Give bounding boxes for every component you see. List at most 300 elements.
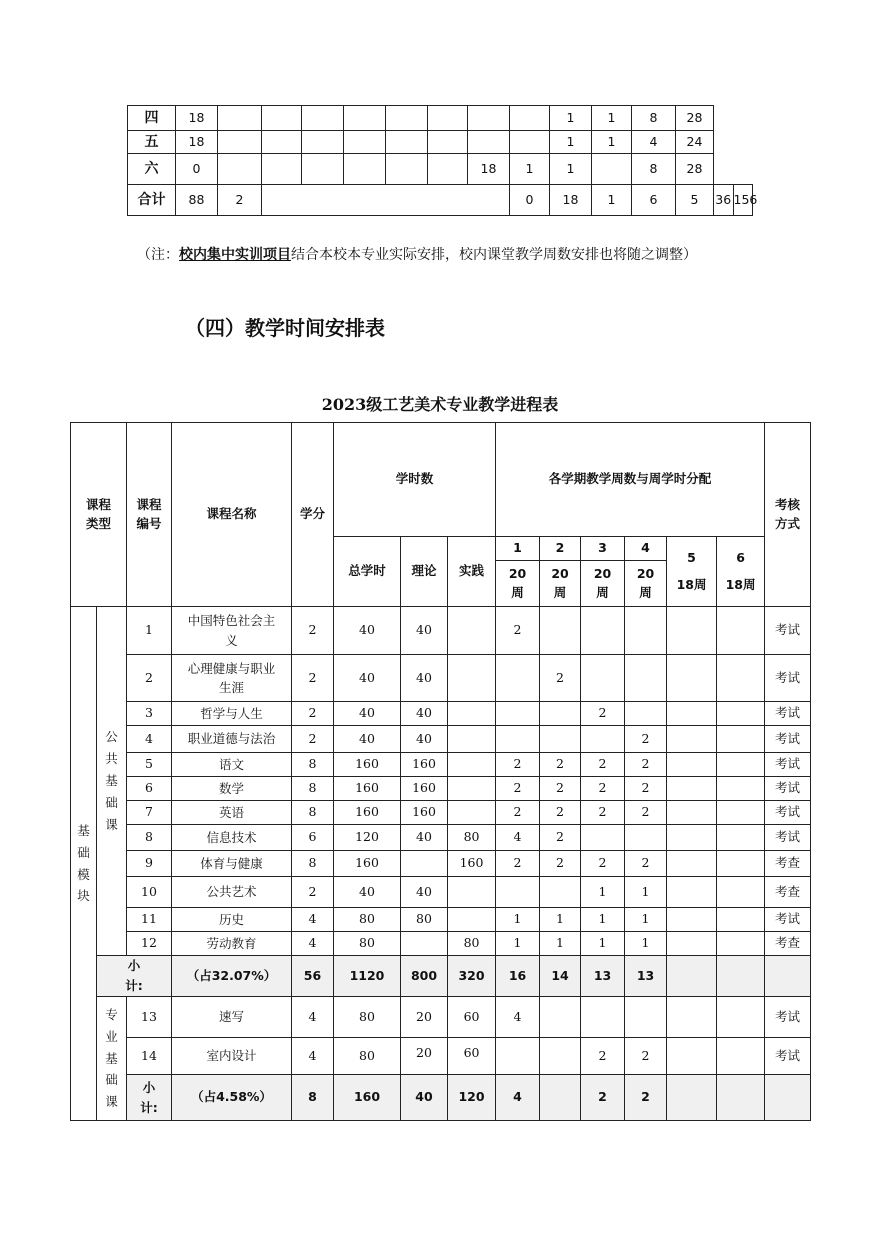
header-total-hours: 总学时 bbox=[334, 537, 401, 607]
course-name bbox=[172, 997, 292, 1038]
course-name bbox=[172, 726, 292, 753]
subtotal-exam bbox=[765, 1075, 811, 1121]
course-s1: 4 bbox=[496, 825, 540, 851]
course-s1 bbox=[496, 1038, 540, 1075]
course-s2 bbox=[540, 607, 581, 655]
semester-weeks: 20周 bbox=[581, 561, 625, 607]
summary-row bbox=[128, 106, 753, 131]
subtotal-total: 160 bbox=[334, 1075, 401, 1121]
course-name bbox=[172, 825, 292, 851]
course-exam: 考试 bbox=[765, 1038, 811, 1075]
course-s5 bbox=[667, 702, 717, 726]
course-practice bbox=[448, 753, 496, 777]
cell: 1 bbox=[550, 106, 592, 131]
course-practice bbox=[448, 877, 496, 908]
course-number: 14 bbox=[127, 1038, 172, 1075]
course-theory: 40 bbox=[401, 726, 448, 753]
course-s3: 2 bbox=[581, 801, 625, 825]
course-s5 bbox=[667, 997, 717, 1038]
course-theory bbox=[401, 932, 448, 956]
course-total: 80 bbox=[334, 932, 401, 956]
course-s2: 2 bbox=[540, 655, 581, 702]
cell: 156 bbox=[733, 185, 753, 216]
module-label-text: 基础模块 bbox=[77, 822, 90, 904]
course-exam: 考试 bbox=[765, 753, 811, 777]
schedule-note bbox=[137, 244, 697, 264]
course-s4 bbox=[625, 607, 667, 655]
note-prefix: （注： bbox=[137, 247, 179, 263]
course-s6 bbox=[717, 851, 765, 877]
course-row bbox=[71, 607, 811, 655]
course-s5 bbox=[667, 932, 717, 956]
course-s2: 1 bbox=[540, 908, 581, 932]
course-name bbox=[172, 851, 292, 877]
subtotal-practice: 320 bbox=[448, 956, 496, 997]
course-row bbox=[71, 908, 811, 932]
section-title: （四）教学时间安排表 bbox=[185, 316, 385, 340]
course-name bbox=[172, 777, 292, 801]
course-s5 bbox=[667, 607, 717, 655]
subtotal-credit: 56 bbox=[292, 956, 334, 997]
cell: 5 bbox=[676, 185, 714, 216]
course-total: 80 bbox=[334, 1038, 401, 1075]
cell bbox=[262, 106, 302, 131]
course-name-text: 信息技术 bbox=[206, 829, 257, 845]
course-name-text: 公共艺术 bbox=[206, 884, 257, 900]
cell: 1 bbox=[510, 154, 550, 185]
course-s2: 2 bbox=[540, 851, 581, 877]
subtotal-percentage: （占4.58%） bbox=[172, 1075, 292, 1121]
subtotal-label-text: 小计: bbox=[140, 1079, 158, 1115]
subtotal-label bbox=[127, 1075, 172, 1121]
course-practice: 160 bbox=[448, 851, 496, 877]
course-total: 160 bbox=[334, 777, 401, 801]
course-s6 bbox=[717, 726, 765, 753]
semester-weeks: 5 18周 bbox=[667, 537, 717, 607]
course-row bbox=[71, 851, 811, 877]
header-course-name: 课程名称 bbox=[172, 423, 292, 607]
course-row bbox=[71, 1038, 811, 1075]
header-exam-method: 考核方式 bbox=[765, 423, 811, 607]
course-exam: 考试 bbox=[765, 655, 811, 702]
course-s1: 2 bbox=[496, 801, 540, 825]
cell bbox=[468, 106, 510, 131]
course-credit: 4 bbox=[292, 908, 334, 932]
course-name-text: 速写 bbox=[218, 1009, 244, 1025]
course-number: 4 bbox=[127, 726, 172, 753]
note-text: 结合本校本专业实际安排，校内课堂教学周数安排也将随之调整） bbox=[291, 247, 697, 263]
course-row bbox=[71, 702, 811, 726]
cell bbox=[344, 154, 386, 185]
course-name bbox=[172, 607, 292, 655]
course-s5 bbox=[667, 825, 717, 851]
subtotal-s2: 14 bbox=[540, 956, 581, 997]
course-row bbox=[71, 825, 811, 851]
course-name-text: 劳动教育 bbox=[206, 935, 257, 951]
course-s4 bbox=[625, 702, 667, 726]
course-number: 10 bbox=[127, 877, 172, 908]
header-course-no: 课程编号 bbox=[127, 423, 172, 607]
cell: 18 bbox=[176, 131, 218, 154]
course-s5 bbox=[667, 726, 717, 753]
semester-weeks: 20周 bbox=[625, 561, 667, 607]
course-name-text: 英语 bbox=[218, 804, 244, 820]
course-s4 bbox=[625, 655, 667, 702]
group-label bbox=[97, 607, 127, 956]
note-underlined-term: 校内集中实训项目 bbox=[179, 247, 291, 263]
cell bbox=[386, 106, 428, 131]
course-practice bbox=[448, 702, 496, 726]
course-s5 bbox=[667, 851, 717, 877]
subtotal-s5 bbox=[667, 956, 717, 997]
course-exam: 考查 bbox=[765, 877, 811, 908]
semester-number: 2 bbox=[540, 537, 581, 561]
course-s3: 2 bbox=[581, 851, 625, 877]
cell: 6 bbox=[632, 185, 676, 216]
course-exam: 考试 bbox=[765, 607, 811, 655]
header-course-type: 课程类型 bbox=[71, 423, 127, 607]
course-name-text: 语文 bbox=[218, 756, 244, 772]
subtotal-total: 1120 bbox=[334, 956, 401, 997]
course-credit: 2 bbox=[292, 702, 334, 726]
course-s3 bbox=[581, 726, 625, 753]
cell bbox=[386, 131, 428, 154]
course-s3: 1 bbox=[581, 932, 625, 956]
cell: 28 bbox=[676, 154, 714, 185]
cell: 28 bbox=[676, 106, 714, 131]
semester-number: 3 bbox=[581, 537, 625, 561]
course-name bbox=[172, 702, 292, 726]
course-row bbox=[71, 777, 811, 801]
course-s4: 2 bbox=[625, 801, 667, 825]
cell: 18 bbox=[468, 154, 510, 185]
semester-number: 1 bbox=[496, 537, 540, 561]
course-credit: 4 bbox=[292, 1038, 334, 1075]
semester-number: 4 bbox=[625, 537, 667, 561]
course-exam: 考试 bbox=[765, 908, 811, 932]
subtotal-s4: 13 bbox=[625, 956, 667, 997]
course-total: 160 bbox=[334, 753, 401, 777]
course-theory: 40 bbox=[401, 607, 448, 655]
course-name-text: 中国特色社会主义 bbox=[187, 613, 276, 648]
cell: 1 bbox=[592, 106, 632, 131]
course-s4: 2 bbox=[625, 753, 667, 777]
summary-row bbox=[128, 185, 753, 216]
cell bbox=[344, 106, 386, 131]
course-s2 bbox=[540, 726, 581, 753]
course-s1 bbox=[496, 877, 540, 908]
course-s6 bbox=[717, 908, 765, 932]
course-exam: 考试 bbox=[765, 801, 811, 825]
subtotal-s4: 2 bbox=[625, 1075, 667, 1121]
course-s5 bbox=[667, 753, 717, 777]
course-number: 6 bbox=[127, 777, 172, 801]
course-s6 bbox=[717, 825, 765, 851]
subtotal-row bbox=[71, 1075, 811, 1121]
course-theory: 160 bbox=[401, 801, 448, 825]
course-s6 bbox=[717, 777, 765, 801]
course-number: 12 bbox=[127, 932, 172, 956]
course-s1: 2 bbox=[496, 851, 540, 877]
row-label: 合计 bbox=[128, 185, 176, 216]
course-total: 40 bbox=[334, 726, 401, 753]
course-s4: 2 bbox=[625, 777, 667, 801]
course-practice bbox=[448, 908, 496, 932]
course-s3: 2 bbox=[581, 777, 625, 801]
cell: 8 bbox=[632, 154, 676, 185]
course-total: 40 bbox=[334, 877, 401, 908]
teaching-progress-table bbox=[70, 422, 811, 1121]
course-name-text: 数学 bbox=[218, 780, 244, 796]
course-s1: 2 bbox=[496, 753, 540, 777]
group-label-text: 专业基础课 bbox=[105, 1006, 118, 1110]
summary-row bbox=[128, 131, 753, 154]
course-row bbox=[71, 753, 811, 777]
subtotal-theory: 40 bbox=[401, 1075, 448, 1121]
course-s1 bbox=[496, 655, 540, 702]
course-theory bbox=[401, 851, 448, 877]
row-label: 六 bbox=[128, 154, 176, 185]
subtotal-s6 bbox=[717, 956, 765, 997]
cell bbox=[218, 154, 262, 185]
course-s1: 2 bbox=[496, 777, 540, 801]
course-number: 9 bbox=[127, 851, 172, 877]
course-s5 bbox=[667, 655, 717, 702]
cell: 0 bbox=[510, 185, 550, 216]
course-s3: 2 bbox=[581, 702, 625, 726]
course-practice: 80 bbox=[448, 825, 496, 851]
course-s3 bbox=[581, 655, 625, 702]
course-s2: 2 bbox=[540, 801, 581, 825]
course-s2: 1 bbox=[540, 932, 581, 956]
course-name-text: 体育与健康 bbox=[200, 855, 263, 871]
row-label: 四 bbox=[128, 106, 176, 131]
course-s3: 2 bbox=[581, 753, 625, 777]
cell bbox=[302, 131, 344, 154]
header-practice: 实践 bbox=[448, 537, 496, 607]
course-s6 bbox=[717, 607, 765, 655]
course-practice: 60 bbox=[448, 997, 496, 1038]
cell: 1 bbox=[592, 131, 632, 154]
cell: 0 bbox=[176, 154, 218, 185]
course-practice bbox=[448, 655, 496, 702]
course-exam: 考试 bbox=[765, 702, 811, 726]
course-practice bbox=[448, 801, 496, 825]
course-practice bbox=[448, 777, 496, 801]
course-s4: 2 bbox=[625, 726, 667, 753]
course-credit: 8 bbox=[292, 753, 334, 777]
course-s6 bbox=[717, 1038, 765, 1075]
course-name-text: 职业道德与法治 bbox=[187, 731, 276, 747]
cell bbox=[510, 106, 550, 131]
cell bbox=[218, 131, 262, 154]
subtotal-s6 bbox=[717, 1075, 765, 1121]
group-label-text: 公共基础课 bbox=[105, 729, 118, 832]
cell bbox=[302, 154, 344, 185]
course-row bbox=[71, 655, 811, 702]
header-credits: 学分 bbox=[292, 423, 334, 607]
subtotal-s1: 16 bbox=[496, 956, 540, 997]
course-s3 bbox=[581, 997, 625, 1038]
course-theory: 40 bbox=[401, 877, 448, 908]
course-exam: 考试 bbox=[765, 997, 811, 1038]
course-theory: 40 bbox=[401, 825, 448, 851]
header-hours: 学时数 bbox=[334, 423, 496, 537]
course-credit: 2 bbox=[292, 726, 334, 753]
course-s3: 1 bbox=[581, 877, 625, 908]
course-row bbox=[71, 877, 811, 908]
course-s2: 2 bbox=[540, 825, 581, 851]
weeks-summary-table bbox=[127, 105, 758, 216]
cell bbox=[262, 154, 302, 185]
subtotal-label-text: 小计: bbox=[125, 958, 143, 993]
course-s2 bbox=[540, 877, 581, 908]
course-number: 2 bbox=[127, 655, 172, 702]
cell: 18 bbox=[176, 106, 218, 131]
course-number: 7 bbox=[127, 801, 172, 825]
subtotal-credit: 8 bbox=[292, 1075, 334, 1121]
cell bbox=[262, 185, 510, 216]
cell bbox=[262, 131, 302, 154]
header-semester-distribution: 各学期教学周数与周学时分配 bbox=[496, 423, 765, 537]
course-s4: 1 bbox=[625, 932, 667, 956]
cell: 36 bbox=[714, 185, 734, 216]
course-theory: 160 bbox=[401, 753, 448, 777]
course-s4 bbox=[625, 997, 667, 1038]
course-practice: 80 bbox=[448, 932, 496, 956]
course-number: 13 bbox=[127, 997, 172, 1038]
summary-row bbox=[128, 154, 753, 185]
cell bbox=[302, 106, 344, 131]
course-total: 40 bbox=[334, 607, 401, 655]
course-credit: 8 bbox=[292, 801, 334, 825]
module-label bbox=[71, 607, 97, 1121]
subtotal-s3: 2 bbox=[581, 1075, 625, 1121]
course-name bbox=[172, 1038, 292, 1075]
course-name bbox=[172, 753, 292, 777]
semester-weeks: 20周 bbox=[496, 561, 540, 607]
subtotal-practice: 120 bbox=[448, 1075, 496, 1121]
course-s6 bbox=[717, 702, 765, 726]
course-exam: 考试 bbox=[765, 726, 811, 753]
course-s6 bbox=[717, 655, 765, 702]
cell bbox=[428, 131, 468, 154]
course-s4: 1 bbox=[625, 877, 667, 908]
course-s6 bbox=[717, 997, 765, 1038]
subtotal-s1: 4 bbox=[496, 1075, 540, 1121]
course-s3 bbox=[581, 607, 625, 655]
course-row bbox=[71, 801, 811, 825]
course-s3: 2 bbox=[581, 1038, 625, 1075]
course-s5 bbox=[667, 801, 717, 825]
course-name-text: 哲学与人生 bbox=[200, 705, 263, 721]
course-s2 bbox=[540, 702, 581, 726]
course-number: 5 bbox=[127, 753, 172, 777]
cell: 8 bbox=[632, 106, 676, 131]
course-s5 bbox=[667, 908, 717, 932]
course-credit: 8 bbox=[292, 851, 334, 877]
course-total: 80 bbox=[334, 908, 401, 932]
course-exam: 考查 bbox=[765, 932, 811, 956]
course-s1 bbox=[496, 702, 540, 726]
course-exam: 考查 bbox=[765, 851, 811, 877]
subtotal-s3: 13 bbox=[581, 956, 625, 997]
course-s2 bbox=[540, 1038, 581, 1075]
course-theory: 40 bbox=[401, 655, 448, 702]
course-s1: 4 bbox=[496, 997, 540, 1038]
cell bbox=[428, 154, 468, 185]
course-s1 bbox=[496, 726, 540, 753]
course-s1: 2 bbox=[496, 607, 540, 655]
course-s5 bbox=[667, 1038, 717, 1075]
course-name bbox=[172, 801, 292, 825]
course-credit: 8 bbox=[292, 777, 334, 801]
course-credit: 4 bbox=[292, 932, 334, 956]
cell: 1 bbox=[550, 131, 592, 154]
course-number: 1 bbox=[127, 607, 172, 655]
cell bbox=[344, 131, 386, 154]
cell: 1 bbox=[550, 154, 592, 185]
cell bbox=[468, 131, 510, 154]
subtotal-percentage: （占32.07%） bbox=[172, 956, 292, 997]
course-s3: 1 bbox=[581, 908, 625, 932]
course-total: 160 bbox=[334, 801, 401, 825]
course-s6 bbox=[717, 877, 765, 908]
course-theory: 160 bbox=[401, 777, 448, 801]
course-theory: 40 bbox=[401, 702, 448, 726]
course-row bbox=[71, 726, 811, 753]
course-credit: 2 bbox=[292, 655, 334, 702]
subtotal-s5 bbox=[667, 1075, 717, 1121]
course-credit: 2 bbox=[292, 877, 334, 908]
header-theory: 理论 bbox=[401, 537, 448, 607]
cell: 1 bbox=[592, 185, 632, 216]
course-exam: 考试 bbox=[765, 825, 811, 851]
course-s4: 2 bbox=[625, 851, 667, 877]
subtotal-label bbox=[97, 956, 172, 997]
course-practice: 60 bbox=[448, 1038, 496, 1075]
course-exam: 考试 bbox=[765, 777, 811, 801]
course-row bbox=[71, 932, 811, 956]
course-name-text: 历史 bbox=[218, 911, 244, 927]
course-s5 bbox=[667, 777, 717, 801]
semester-weeks: 6 18周 bbox=[717, 537, 765, 607]
course-credit: 2 bbox=[292, 607, 334, 655]
course-number: 8 bbox=[127, 825, 172, 851]
cell bbox=[592, 154, 632, 185]
course-s1: 1 bbox=[496, 908, 540, 932]
course-s5 bbox=[667, 877, 717, 908]
group-label bbox=[97, 997, 127, 1121]
course-total: 80 bbox=[334, 997, 401, 1038]
cell bbox=[510, 131, 550, 154]
course-s4: 2 bbox=[625, 1038, 667, 1075]
cell: 88 bbox=[176, 185, 218, 216]
course-total: 40 bbox=[334, 702, 401, 726]
course-name bbox=[172, 908, 292, 932]
course-s6 bbox=[717, 753, 765, 777]
course-s6 bbox=[717, 932, 765, 956]
course-s3 bbox=[581, 825, 625, 851]
course-row bbox=[71, 997, 811, 1038]
cell bbox=[386, 154, 428, 185]
semester-weeks: 20周 bbox=[540, 561, 581, 607]
course-name bbox=[172, 877, 292, 908]
course-s2: 2 bbox=[540, 777, 581, 801]
course-credit: 4 bbox=[292, 997, 334, 1038]
course-s4 bbox=[625, 825, 667, 851]
course-number: 3 bbox=[127, 702, 172, 726]
